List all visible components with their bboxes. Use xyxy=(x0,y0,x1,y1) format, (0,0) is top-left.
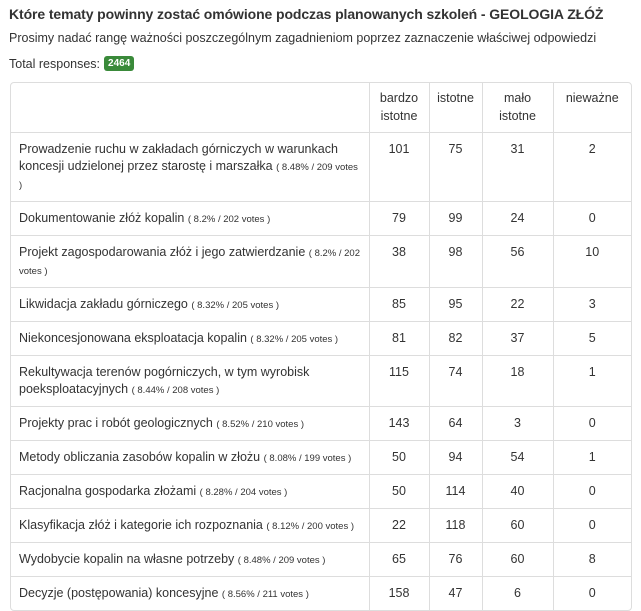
table-row xyxy=(11,322,631,356)
count-bardzo-istotne: 115 xyxy=(369,356,429,407)
count-bardzo-istotne: 101 xyxy=(369,133,429,202)
table-row xyxy=(11,441,631,475)
question-cell xyxy=(11,133,369,202)
question-stats: ( 8.48% / 209 votes ) xyxy=(19,162,358,191)
count-niewazne: 1 xyxy=(553,356,631,407)
count-niewazne: 8 xyxy=(553,543,631,577)
count-niewazne: 5 xyxy=(553,322,631,356)
results-table xyxy=(11,83,631,610)
count-bardzo-istotne: 22 xyxy=(369,509,429,543)
total-responses xyxy=(9,56,633,71)
page-subtitle: Prosimy nadać rangę ważności poszczególnym zagadnieniom poprzez zaznaczenie właściwej odpowiedzi xyxy=(9,31,597,45)
count-niewazne: 1 xyxy=(553,441,631,475)
question-label: Projekt zagospodarowania złóż i jego zatwierdzanie xyxy=(19,245,306,259)
total-responses-badge: 2464 xyxy=(104,56,134,71)
table-row xyxy=(11,356,631,407)
table-header-row xyxy=(11,83,631,133)
count-bardzo-istotne: 81 xyxy=(369,322,429,356)
results-table-container xyxy=(10,82,632,611)
question-cell xyxy=(11,441,369,475)
count-malo-istotne: 31 xyxy=(482,133,553,202)
question-stats: ( 8.2% / 202 votes ) xyxy=(19,248,360,277)
count-malo-istotne: 3 xyxy=(482,407,553,441)
total-responses-label: Total responses: xyxy=(9,56,101,71)
count-istotne: 76 xyxy=(429,543,482,577)
question-stats: ( 8.28% / 204 votes ) xyxy=(199,487,288,498)
question-stats: ( 8.56% / 211 votes ) xyxy=(221,589,309,600)
question-label: Rekultywacja terenów pogórniczych, w tym wyrobisk poeksploatacyjnych xyxy=(19,365,310,396)
question-label: Klasyfikacja złóż i kategorie ich rozpoznania xyxy=(19,518,263,532)
question-stats: ( 8.52% / 210 votes ) xyxy=(216,419,305,430)
count-istotne: 118 xyxy=(429,509,482,543)
question-cell xyxy=(11,322,369,356)
question-label: Decyzje (postępowania) koncesyjne xyxy=(19,586,219,600)
count-malo-istotne: 40 xyxy=(482,475,553,509)
count-niewazne: 0 xyxy=(553,475,631,509)
count-bardzo-istotne: 158 xyxy=(369,577,429,611)
count-niewazne: 2 xyxy=(553,133,631,202)
count-istotne: 82 xyxy=(429,322,482,356)
page-title: Które tematy powinny zostać omówione podczas planowanych szkoleń - GEOLOGIA ZŁÓŻ xyxy=(9,6,604,22)
question-cell xyxy=(11,236,369,288)
count-istotne: 74 xyxy=(429,356,482,407)
question-label: Niekoncesjonowana eksploatacja kopalin xyxy=(19,331,247,345)
question-cell xyxy=(11,356,369,407)
count-istotne: 94 xyxy=(429,441,482,475)
table-row xyxy=(11,407,631,441)
count-bardzo-istotne: 79 xyxy=(369,202,429,236)
count-istotne: 47 xyxy=(429,577,482,611)
header-malo-istotne: mało istotne xyxy=(482,83,553,133)
question-cell xyxy=(11,407,369,441)
count-malo-istotne: 60 xyxy=(482,509,553,543)
question-label: Projekty prac i robót geologicznych xyxy=(19,416,213,430)
table-row xyxy=(11,475,631,509)
table-row xyxy=(11,577,631,611)
count-bardzo-istotne: 85 xyxy=(369,288,429,322)
header-niewazne: nieważne xyxy=(553,83,631,133)
count-bardzo-istotne: 50 xyxy=(369,475,429,509)
table-row xyxy=(11,236,631,288)
count-istotne: 99 xyxy=(429,202,482,236)
question-label: Racjonalna gospodarka złożami xyxy=(19,484,197,498)
question-label: Dokumentowanie złóż kopalin xyxy=(19,211,185,225)
question-cell xyxy=(11,577,369,611)
count-niewazne: 0 xyxy=(553,407,631,441)
count-istotne: 75 xyxy=(429,133,482,202)
count-istotne: 114 xyxy=(429,475,482,509)
header-bardzo-istotne: bardzo istotne xyxy=(369,83,429,133)
count-bardzo-istotne: 143 xyxy=(369,407,429,441)
question-cell xyxy=(11,288,369,322)
count-malo-istotne: 22 xyxy=(482,288,553,322)
question-stats: ( 8.32% / 205 votes ) xyxy=(191,300,280,311)
count-malo-istotne: 54 xyxy=(482,441,553,475)
count-niewazne: 3 xyxy=(553,288,631,322)
count-bardzo-istotne: 50 xyxy=(369,441,429,475)
question-label: Wydobycie kopalin na własne potrzeby xyxy=(19,552,235,566)
count-niewazne: 0 xyxy=(553,202,631,236)
count-malo-istotne: 6 xyxy=(482,577,553,611)
question-stats: ( 8.08% / 199 votes ) xyxy=(263,453,352,464)
count-malo-istotne: 60 xyxy=(482,543,553,577)
count-malo-istotne: 24 xyxy=(482,202,553,236)
header-question xyxy=(11,83,369,133)
count-niewazne: 10 xyxy=(553,236,631,288)
question-stats: ( 8.32% / 205 votes ) xyxy=(250,334,339,345)
question-stats: ( 8.2% / 202 votes ) xyxy=(187,214,271,225)
question-stats: ( 8.12% / 200 votes ) xyxy=(266,521,355,532)
question-stats: ( 8.44% / 208 votes ) xyxy=(131,385,220,396)
count-niewazne: 0 xyxy=(553,509,631,543)
table-row xyxy=(11,509,631,543)
count-istotne: 64 xyxy=(429,407,482,441)
count-niewazne: 0 xyxy=(553,577,631,611)
count-bardzo-istotne: 65 xyxy=(369,543,429,577)
question-cell xyxy=(11,202,369,236)
table-row xyxy=(11,288,631,322)
table-row xyxy=(11,202,631,236)
table-body xyxy=(11,133,631,611)
header-istotne: istotne xyxy=(429,83,482,133)
count-malo-istotne: 18 xyxy=(482,356,553,407)
count-istotne: 95 xyxy=(429,288,482,322)
question-cell xyxy=(11,475,369,509)
count-istotne: 98 xyxy=(429,236,482,288)
count-bardzo-istotne: 38 xyxy=(369,236,429,288)
question-cell xyxy=(11,543,369,577)
count-malo-istotne: 56 xyxy=(482,236,553,288)
table-row xyxy=(11,543,631,577)
question-label: Prowadzenie ruchu w zakładach górniczych w warunkach koncesji udzielonej przez starostę i marszałka xyxy=(19,142,338,173)
count-malo-istotne: 37 xyxy=(482,322,553,356)
question-label: Likwidacja zakładu górniczego xyxy=(19,297,188,311)
question-cell xyxy=(11,509,369,543)
table-row xyxy=(11,133,631,202)
question-label: Metody obliczania zasobów kopalin w złożu xyxy=(19,450,261,464)
question-stats: ( 8.48% / 209 votes ) xyxy=(237,555,326,566)
